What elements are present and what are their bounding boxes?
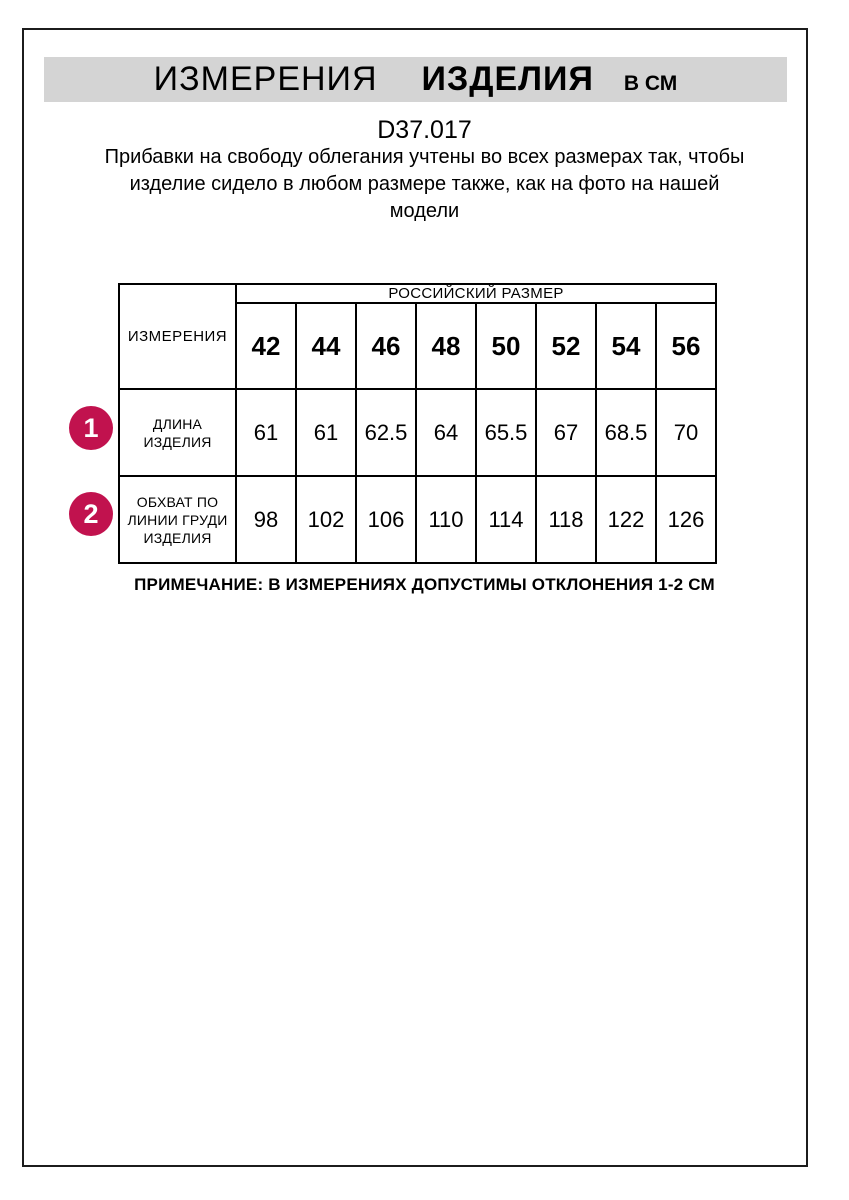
length-value: 67 (536, 389, 596, 476)
size-header: 44 (296, 303, 356, 389)
russian-size-group-header: РОССИЙСКИЙ РАЗМЕР (236, 284, 716, 303)
measurements-column-header: ИЗМЕРЕНИЯ (119, 284, 236, 389)
fit-description (85, 144, 765, 225)
row-label-chest: ОБХВАТ ПО ЛИНИИ ГРУДИ ИЗДЕЛИЯ (119, 476, 236, 563)
length-value: 68.5 (596, 389, 656, 476)
length-value: 70 (656, 389, 716, 476)
table-row-length (119, 389, 716, 476)
chest-value: 118 (536, 476, 596, 563)
size-header: 46 (356, 303, 416, 389)
chest-value: 106 (356, 476, 416, 563)
length-value: 62.5 (356, 389, 416, 476)
length-value: 65.5 (476, 389, 536, 476)
length-value: 64 (416, 389, 476, 476)
header-title-unit: В СМ (623, 72, 678, 95)
header-band (44, 57, 787, 102)
size-header: 56 (656, 303, 716, 389)
length-value: 61 (296, 389, 356, 476)
chest-value: 126 (656, 476, 716, 563)
size-header: 52 (536, 303, 596, 389)
table-header-row-group (119, 284, 716, 303)
model-code: D37.017 (377, 116, 472, 144)
header-title-measurements: ИЗМЕРЕНИЯ (153, 60, 378, 98)
fit-description-line: изделие сидело в любом размере также, как на фото на нашей (129, 173, 720, 195)
chest-value: 98 (236, 476, 296, 563)
chest-value: 102 (296, 476, 356, 563)
chest-value: 110 (416, 476, 476, 563)
table-row-chest (119, 476, 716, 563)
chest-value: 114 (476, 476, 536, 563)
size-header: 48 (416, 303, 476, 389)
size-table (118, 283, 717, 564)
fit-description-line: Прибавки на свободу облегания учтены во всех размерах так, чтобы (104, 146, 745, 168)
fit-description-line: модели (389, 200, 460, 222)
row-label-length: ДЛИНА ИЗДЕЛИЯ (119, 389, 236, 476)
length-value: 61 (236, 389, 296, 476)
header-title-product: ИЗДЕЛИЯ (421, 60, 594, 98)
row-number-badge-2: 2 (69, 492, 113, 536)
row-number-badge-1: 1 (69, 406, 113, 450)
size-header: 42 (236, 303, 296, 389)
size-header: 54 (596, 303, 656, 389)
size-header: 50 (476, 303, 536, 389)
chest-value: 122 (596, 476, 656, 563)
tolerance-note: ПРИМЕЧАНИЕ: В ИЗМЕРЕНИЯХ ДОПУСТИМЫ ОТКЛОНЕНИЯ 1-2 СМ (134, 575, 715, 594)
